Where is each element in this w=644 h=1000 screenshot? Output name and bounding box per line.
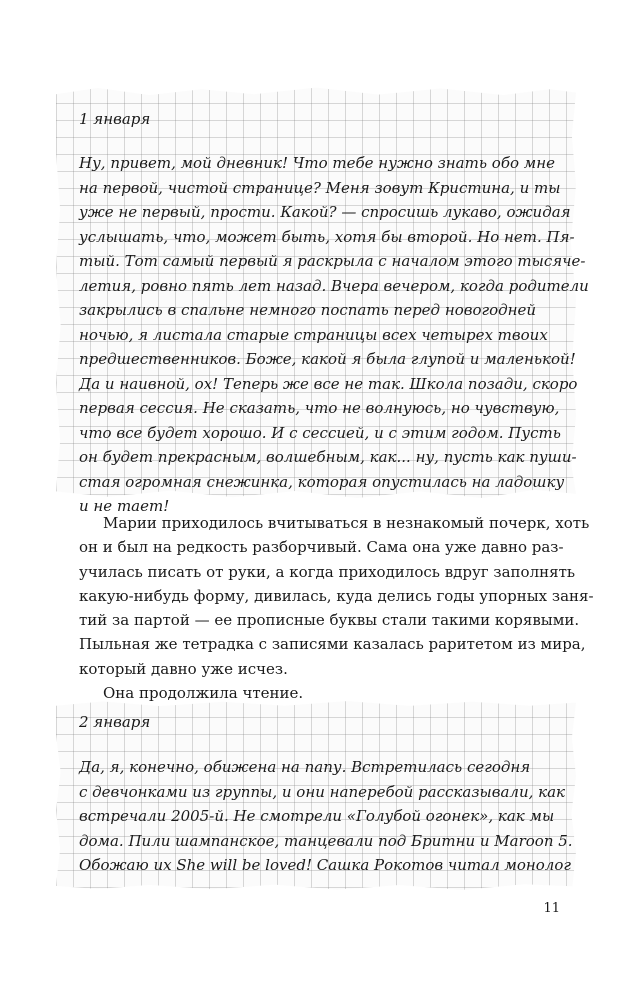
- diary-line: он будет прекрасным, волшебным, как... ну, пусть как пуши-: [79, 448, 577, 466]
- prose-line: тий за партой — ее прописные буквы стали такими корявыми.: [79, 611, 580, 630]
- diary-line: на первой, чистой странице? Меня зовут Кристина, и ты: [79, 178, 561, 197]
- prose-line: Марии приходилось вчитываться в незнакомый почерк, хоть: [103, 514, 590, 532]
- diary-line: ночью, я листала старые страницы всех четырех твоих: [79, 325, 548, 344]
- diary-line: предшественников. Боже, какой я была глупой и маленькой!: [79, 350, 576, 368]
- diary-entry-date: 1 января: [79, 110, 151, 128]
- prose-line: училась писать от руки, а когда приходилось вдруг заполнять: [79, 562, 576, 581]
- diary-line: встречали 2005-й. Не смотрели «Голубой огонек», как мы: [79, 807, 555, 825]
- diary-line: уже не первый, прости. Какой? — спросишь лукаво, ожидая: [79, 203, 571, 221]
- diary-line: с девчонками из группы, и они наперебой рассказывали, как: [79, 782, 566, 801]
- diary-line: дома. Пили шампанское, танцевали под Бритни и Maroon 5.: [79, 831, 573, 850]
- diary-line: Да, я, конечно, обижена на папу. Встретилась сегодня: [79, 758, 531, 776]
- diary-line: Ну, привет, мой дневник! Что тебе нужно знать обо мне: [79, 154, 555, 172]
- diary-line: Да и наивной, ох! Теперь же все не так. Школа позади, скоро: [79, 374, 578, 393]
- prose-line: он и был на редкость разборчивый. Сама она уже давно раз-: [79, 538, 564, 557]
- diary-line: первая сессия. Не сказать, что не волнуюсь, но чувствую,: [79, 399, 560, 417]
- diary-entry-text: [79, 755, 573, 878]
- diary-line: Обожаю их She will be loved! Сашка Рокотов читал монолог: [79, 856, 571, 874]
- prose-line: Пыльная же тетрадка с записями казалась раритетом из мира,: [79, 635, 586, 654]
- diary-entry-text: [79, 151, 589, 519]
- narrative-text: [79, 511, 594, 705]
- diary-line: летия, ровно пять лет назад. Вчера вечером, когда родители: [79, 276, 589, 295]
- diary-line: закрылись в спальне немного поспать перед новогодней: [79, 301, 537, 319]
- diary-line: и не тает!: [79, 497, 170, 515]
- diary-line: что все будет хорошо. И с сессией, и с этим годом. Пусть: [79, 423, 561, 442]
- diary-line: тый. Тот самый первый я раскрыла с началом этого тысяче-: [79, 252, 586, 270]
- prose-line: какую-нибудь форму, дивилась, куда делись годы упорных заня-: [79, 586, 594, 605]
- diary-line: услышать, что, может быть, хотя бы второй. Но нет. Пя-: [79, 227, 575, 246]
- diary-entry-date: 2 января: [79, 713, 151, 731]
- diary-line: стая огромная снежинка, которая опустилась на ладошку: [79, 472, 565, 491]
- prose-line: который давно уже исчез.: [79, 659, 288, 678]
- prose-line: Она продолжила чтение.: [103, 684, 304, 703]
- page-number: 11: [543, 901, 560, 916]
